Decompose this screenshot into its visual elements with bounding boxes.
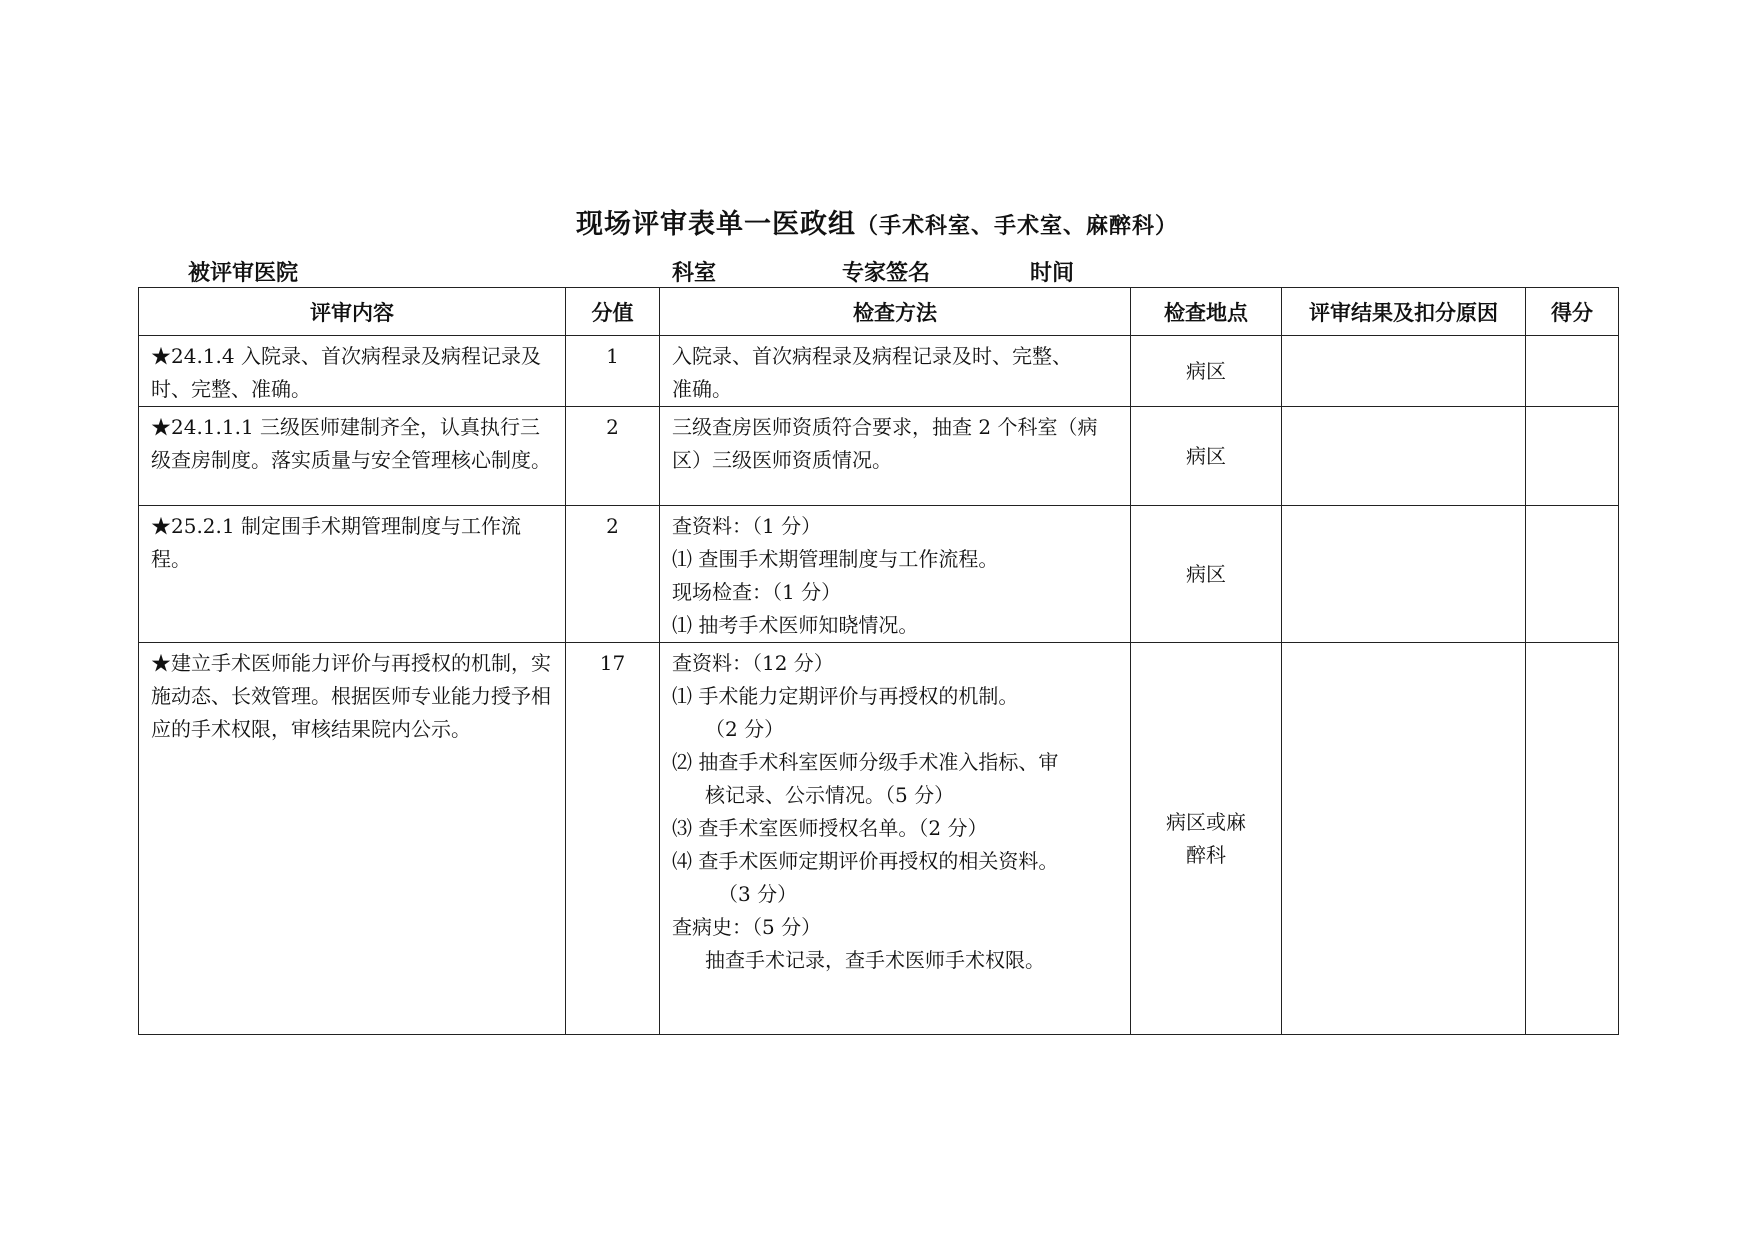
points-cell: [1526, 643, 1619, 1035]
result-cell: [1282, 336, 1526, 407]
result-cell: [1282, 506, 1526, 643]
score-value: 2: [566, 506, 660, 643]
score-value: 17: [566, 643, 660, 1035]
points-cell: [1526, 407, 1619, 506]
dept-label: 科室: [672, 261, 717, 286]
table-row: [139, 336, 1619, 407]
result-cell: [1282, 407, 1526, 506]
score-value: 1: [566, 336, 660, 407]
method-line: 查资料：（1 分）: [672, 514, 822, 538]
method-line: ⑴ 手术能力定期评价与再授权的机制。: [672, 684, 1019, 708]
header-score: 分值: [566, 288, 660, 336]
check-method: [660, 407, 1131, 506]
header-place: 检查地点: [1131, 288, 1282, 336]
check-place: 病区或麻醉科: [1131, 643, 1282, 1035]
header-content: 评审内容: [139, 288, 566, 336]
table-row: [139, 643, 1619, 1035]
method-line: ⑷ 查手术医师定期评价再授权的相关资料。: [672, 849, 1059, 873]
method-line: 准确。: [672, 377, 732, 401]
header-points: 得分: [1526, 288, 1619, 336]
title-main: 现场评审表单一医政组: [575, 209, 856, 240]
table-row: [139, 506, 1619, 643]
header-method: 检查方法: [660, 288, 1131, 336]
method-line: 入院录、首次病程录及病程记录及时、完整、: [672, 344, 1072, 368]
method-line: 查病史：（5 分）: [672, 915, 822, 939]
check-place: 病区: [1131, 407, 1282, 506]
time-label: 时间: [1030, 261, 1075, 286]
method-line: （2 分）: [705, 717, 785, 741]
check-method: [660, 643, 1131, 1035]
method-line: ⑶ 查手术室医师授权名单。（2 分）: [672, 816, 988, 840]
points-cell: [1526, 336, 1619, 407]
header-result: 评审结果及扣分原因: [1282, 288, 1526, 336]
table-row: [139, 407, 1619, 506]
method-line: ⑴ 查围手术期管理制度与工作流程。: [672, 547, 999, 571]
method-line: ⑵ 抽查手术科室医师分级手术准入指标、审: [672, 750, 1059, 774]
method-line: 区）三级医师资质情况。: [672, 448, 892, 472]
method-line: ⑴ 抽考手术医师知晓情况。: [672, 613, 919, 637]
check-method: [660, 336, 1131, 407]
check-place: 病区: [1131, 336, 1282, 407]
page-title: [0, 202, 1754, 241]
check-method: [660, 506, 1131, 643]
review-table: [138, 287, 1619, 1035]
method-line: 查资料：（12 分）: [672, 651, 834, 675]
check-place: 病区: [1131, 506, 1282, 643]
points-cell: [1526, 506, 1619, 643]
review-content: ★24.1.4 入院录、首次病程录及病程记录及时、完整、准确。: [139, 336, 566, 407]
review-content: ★建立手术医师能力评价与再授权的机制，实施动态、长效管理。根据医师专业能力授予相应的手术权限，审核结果院内公示。: [139, 643, 566, 1035]
result-cell: [1282, 643, 1526, 1035]
method-line: 现场检查：（1 分）: [672, 580, 842, 604]
review-content: ★25.2.1 制定围手术期管理制度与工作流程。: [139, 506, 566, 643]
header-row: [139, 288, 1619, 336]
expert-label: 专家签名: [842, 261, 931, 286]
hospital-label: 被评审医院: [188, 261, 299, 286]
method-line: 核记录、公示情况。（5 分）: [705, 783, 955, 807]
score-value: 2: [566, 407, 660, 506]
review-content: ★24.1.1.1 三级医师建制齐全，认真执行三级查房制度。落实质量与安全管理核心制度。: [139, 407, 566, 506]
title-subtitle: （手术科室、手术室、麻醉科）: [855, 214, 1178, 239]
method-line: 三级查房医师资质符合要求，抽查 2 个科室（病: [672, 415, 1098, 439]
method-line: 抽查手术记录，查手术医师手术权限。: [705, 948, 1045, 972]
method-line: （3 分）: [718, 882, 798, 906]
